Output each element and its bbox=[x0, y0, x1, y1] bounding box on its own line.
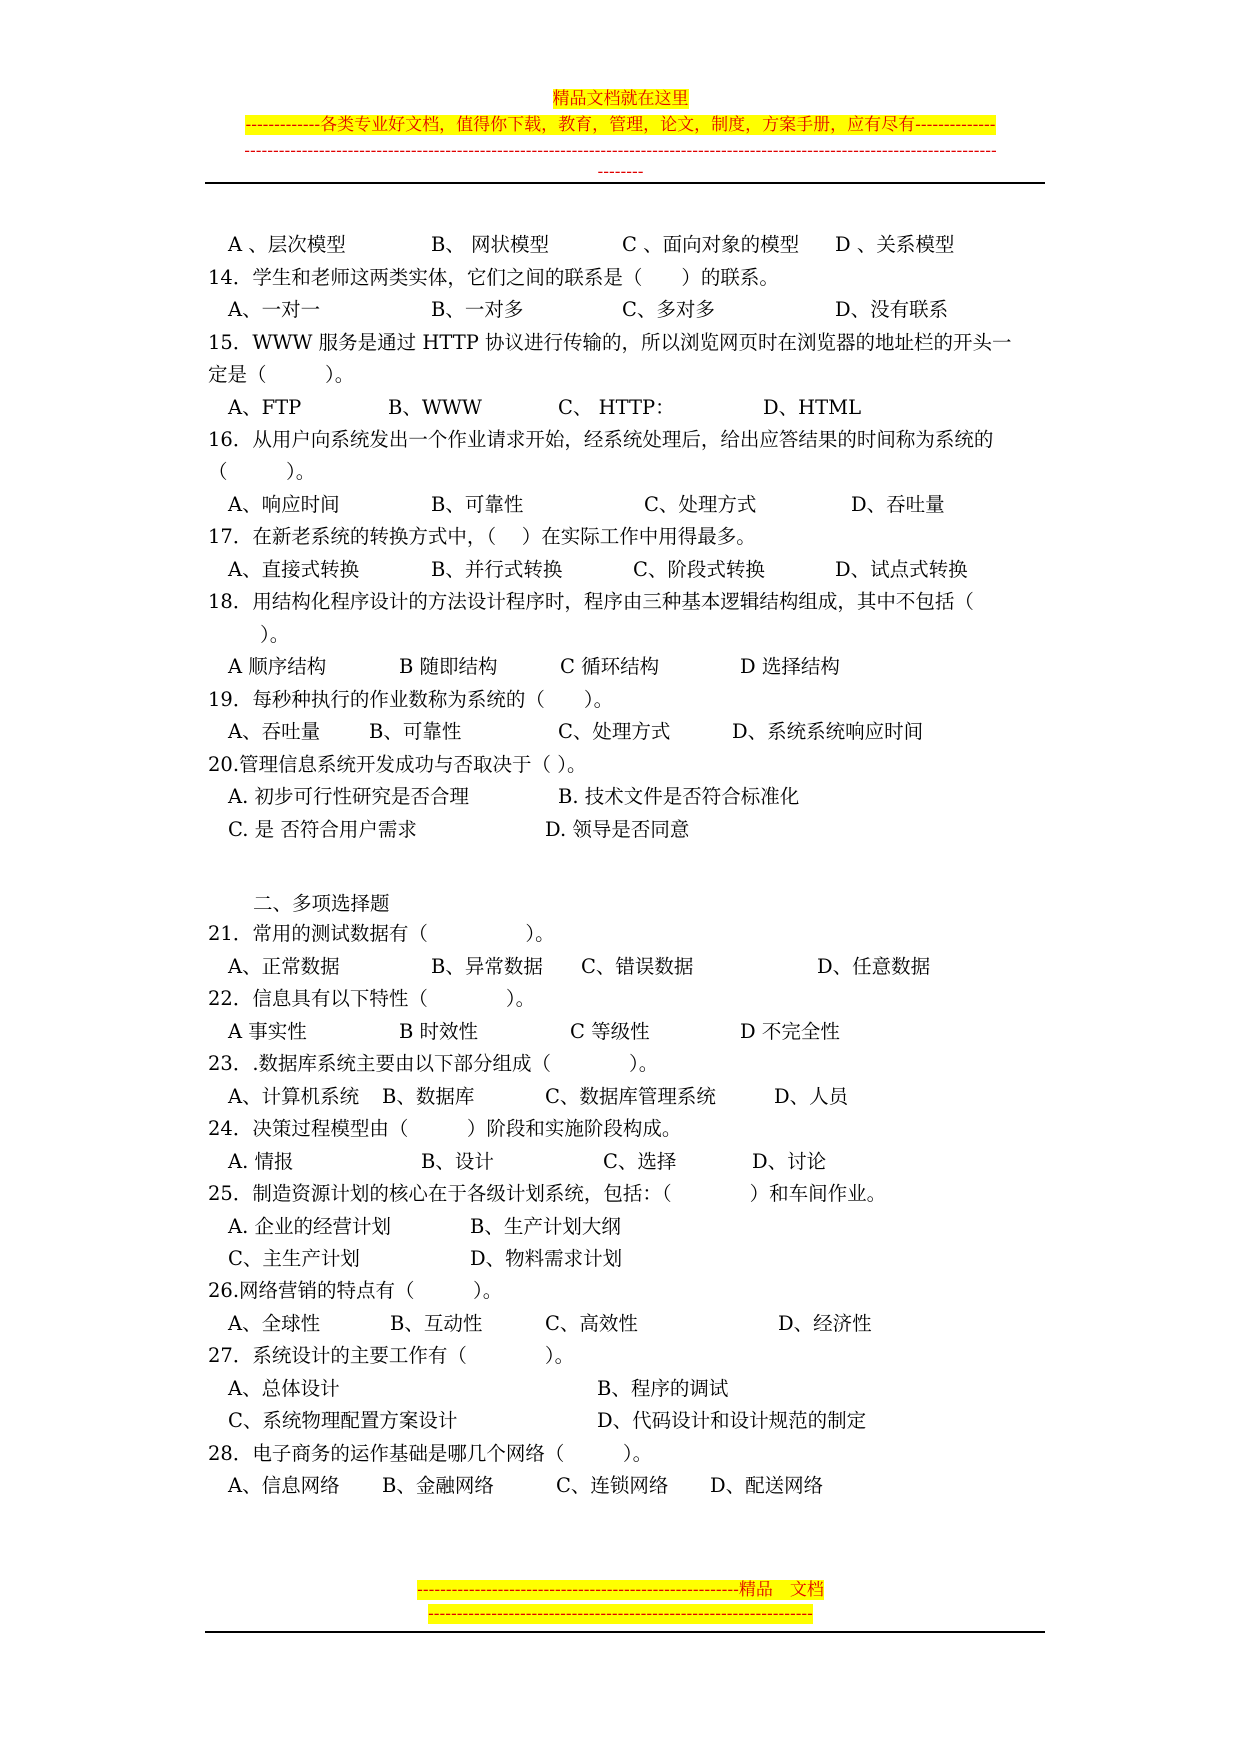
option: A、响应时间 bbox=[228, 493, 340, 516]
question-22: 22．信息具有以下特性（ ）。 bbox=[208, 987, 536, 1010]
question-16: 16．从用户向系统发出一个作业请求开始，经系统处理后，给出应答结果的时间称为系统的 bbox=[208, 428, 994, 451]
option: C、处理方式 bbox=[644, 493, 757, 516]
option: B、数据库 bbox=[382, 1085, 475, 1108]
header-dashes-short: -------- bbox=[597, 162, 644, 182]
question-21: 21．常用的测试数据有（ ）。 bbox=[208, 922, 555, 945]
question-19: 19．每秒种执行的作业数称为系统的（ ）。 bbox=[208, 688, 614, 711]
option: D、人员 bbox=[774, 1085, 849, 1108]
option: B、一对多 bbox=[431, 298, 524, 321]
option: A、一对一 bbox=[228, 298, 321, 321]
option: A、FTP bbox=[228, 396, 302, 419]
option: B、程序的调试 bbox=[597, 1377, 729, 1400]
option: D、任意数据 bbox=[817, 955, 931, 978]
option: A、正常数据 bbox=[228, 955, 340, 978]
question-18: 18．用结构化程序设计的方法设计程序时，程序由三种基本逻辑结构组成，其中不包括（ bbox=[208, 590, 974, 613]
footer-rule bbox=[205, 1631, 1045, 1633]
option: A、计算机系统 bbox=[228, 1085, 360, 1108]
question-25: 25．制造资源计划的核心在于各级计划系统，包括：（ ）和车间作业。 bbox=[208, 1182, 887, 1205]
option: C、阶段式转换 bbox=[633, 558, 765, 581]
option: B、可靠性 bbox=[431, 493, 524, 516]
option: D、讨论 bbox=[752, 1150, 827, 1173]
header-dashes: ----------------------------------------------------------------------------------------------------------------------------------- bbox=[244, 141, 997, 161]
question-15: 15．WWW 服务是通过 HTTP 协议进行传输的，所以浏览网页时在浏览器的地址栏的开头一 bbox=[208, 331, 1012, 354]
option: B、可靠性 bbox=[369, 720, 462, 743]
question-28: 28．电子商务的运作基础是哪几个网络（ ）。 bbox=[208, 1442, 653, 1465]
option: A、全球性 bbox=[228, 1312, 321, 1335]
question-27: 27．系统设计的主要工作有（ ）。 bbox=[208, 1344, 575, 1367]
question-20: 20.管理信息系统开发成功与否取决于（ ）。 bbox=[208, 753, 587, 776]
option: D 不完全性 bbox=[740, 1020, 840, 1043]
question-16-cont: （ ）。 bbox=[208, 460, 316, 483]
option: A、总体设计 bbox=[228, 1377, 340, 1400]
footer-banner: --------------------------------------------------------精品 文档 bbox=[417, 1580, 824, 1600]
option: B、异常数据 bbox=[431, 955, 543, 978]
option: A 、层次模型 bbox=[228, 233, 346, 256]
option: D、配送网络 bbox=[710, 1474, 824, 1497]
header-title: 精品文档就在这里 bbox=[552, 89, 689, 109]
option: C 等级性 bbox=[570, 1020, 650, 1043]
option: C、多对多 bbox=[622, 298, 715, 321]
option: C、高效性 bbox=[545, 1312, 638, 1335]
option: D 、关系模型 bbox=[835, 233, 955, 256]
option: D、代码设计和设计规范的制定 bbox=[597, 1409, 867, 1432]
header-rule bbox=[205, 182, 1045, 184]
option: A 事实性 bbox=[228, 1020, 307, 1043]
question-15-cont: 定是（ ）。 bbox=[208, 363, 355, 386]
option: D、系统系统响应时间 bbox=[732, 720, 924, 743]
option: D、吞吐量 bbox=[851, 493, 945, 516]
option: C、主生产计划 bbox=[228, 1247, 360, 1270]
option: B 时效性 bbox=[399, 1020, 479, 1043]
option: C、选择 bbox=[603, 1150, 677, 1173]
option: B、 网状模型 bbox=[431, 233, 550, 256]
question-18-cont: ）。 bbox=[260, 623, 290, 646]
question-17: 17．在新老系统的转换方式中，（ ）在实际工作中用得最多。 bbox=[208, 525, 756, 548]
option: A、吞吐量 bbox=[228, 720, 321, 743]
option: C 、面向对象的模型 bbox=[622, 233, 800, 256]
option: A. 初步可行性研究是否合理 bbox=[228, 785, 469, 808]
option: C、系统物理配置方案设计 bbox=[228, 1409, 458, 1432]
header-banner: -------------各类专业好文档，值得你下载，教育，管理，论文，制度，方案手册，应有尽有-------------- bbox=[245, 115, 996, 135]
question-26: 26.网络营销的特点有（ ）。 bbox=[208, 1279, 503, 1302]
option: B、生产计划大纲 bbox=[470, 1215, 621, 1238]
option: B、互动性 bbox=[390, 1312, 483, 1335]
option: B、设计 bbox=[421, 1150, 494, 1173]
option: D 选择结构 bbox=[740, 655, 840, 678]
option: C、连锁网络 bbox=[556, 1474, 669, 1497]
option: D、物料需求计划 bbox=[470, 1247, 623, 1270]
option: C、 HTTP： bbox=[558, 396, 675, 419]
option: B. 技术文件是否符合标准化 bbox=[558, 785, 800, 808]
option: B、金融网络 bbox=[382, 1474, 494, 1497]
footer-dashes: ------------------------------------------------------------------- bbox=[428, 1604, 813, 1624]
option: C、错误数据 bbox=[581, 955, 694, 978]
option: A 顺序结构 bbox=[228, 655, 327, 678]
question-14: 14．学生和老师这两类实体，它们之间的联系是（ ）的联系。 bbox=[208, 266, 779, 289]
option: D、试点式转换 bbox=[835, 558, 968, 581]
question-23: 23．.数据库系统主要由以下部分组成（ ）。 bbox=[208, 1052, 659, 1075]
option: C、数据库管理系统 bbox=[545, 1085, 716, 1108]
option: D、经济性 bbox=[778, 1312, 872, 1335]
option: A、直接式转换 bbox=[228, 558, 360, 581]
option: A. 情报 bbox=[228, 1150, 294, 1173]
option: B 随即结构 bbox=[399, 655, 498, 678]
option: B、WWW bbox=[388, 396, 482, 419]
section-title: 二、多项选择题 bbox=[253, 892, 390, 915]
option: D、没有联系 bbox=[835, 298, 949, 321]
option: C 循环结构 bbox=[560, 655, 660, 678]
option: B、并行式转换 bbox=[431, 558, 563, 581]
option: D. 领导是否同意 bbox=[545, 818, 690, 841]
option: A. 企业的经营计划 bbox=[228, 1215, 391, 1238]
option: C、处理方式 bbox=[558, 720, 671, 743]
option: A、信息网络 bbox=[228, 1474, 340, 1497]
question-24: 24．决策过程模型由（ ）阶段和实施阶段构成。 bbox=[208, 1117, 682, 1140]
option: C. 是 否符合用户需求 bbox=[228, 818, 417, 841]
option: D、HTML bbox=[763, 396, 862, 419]
